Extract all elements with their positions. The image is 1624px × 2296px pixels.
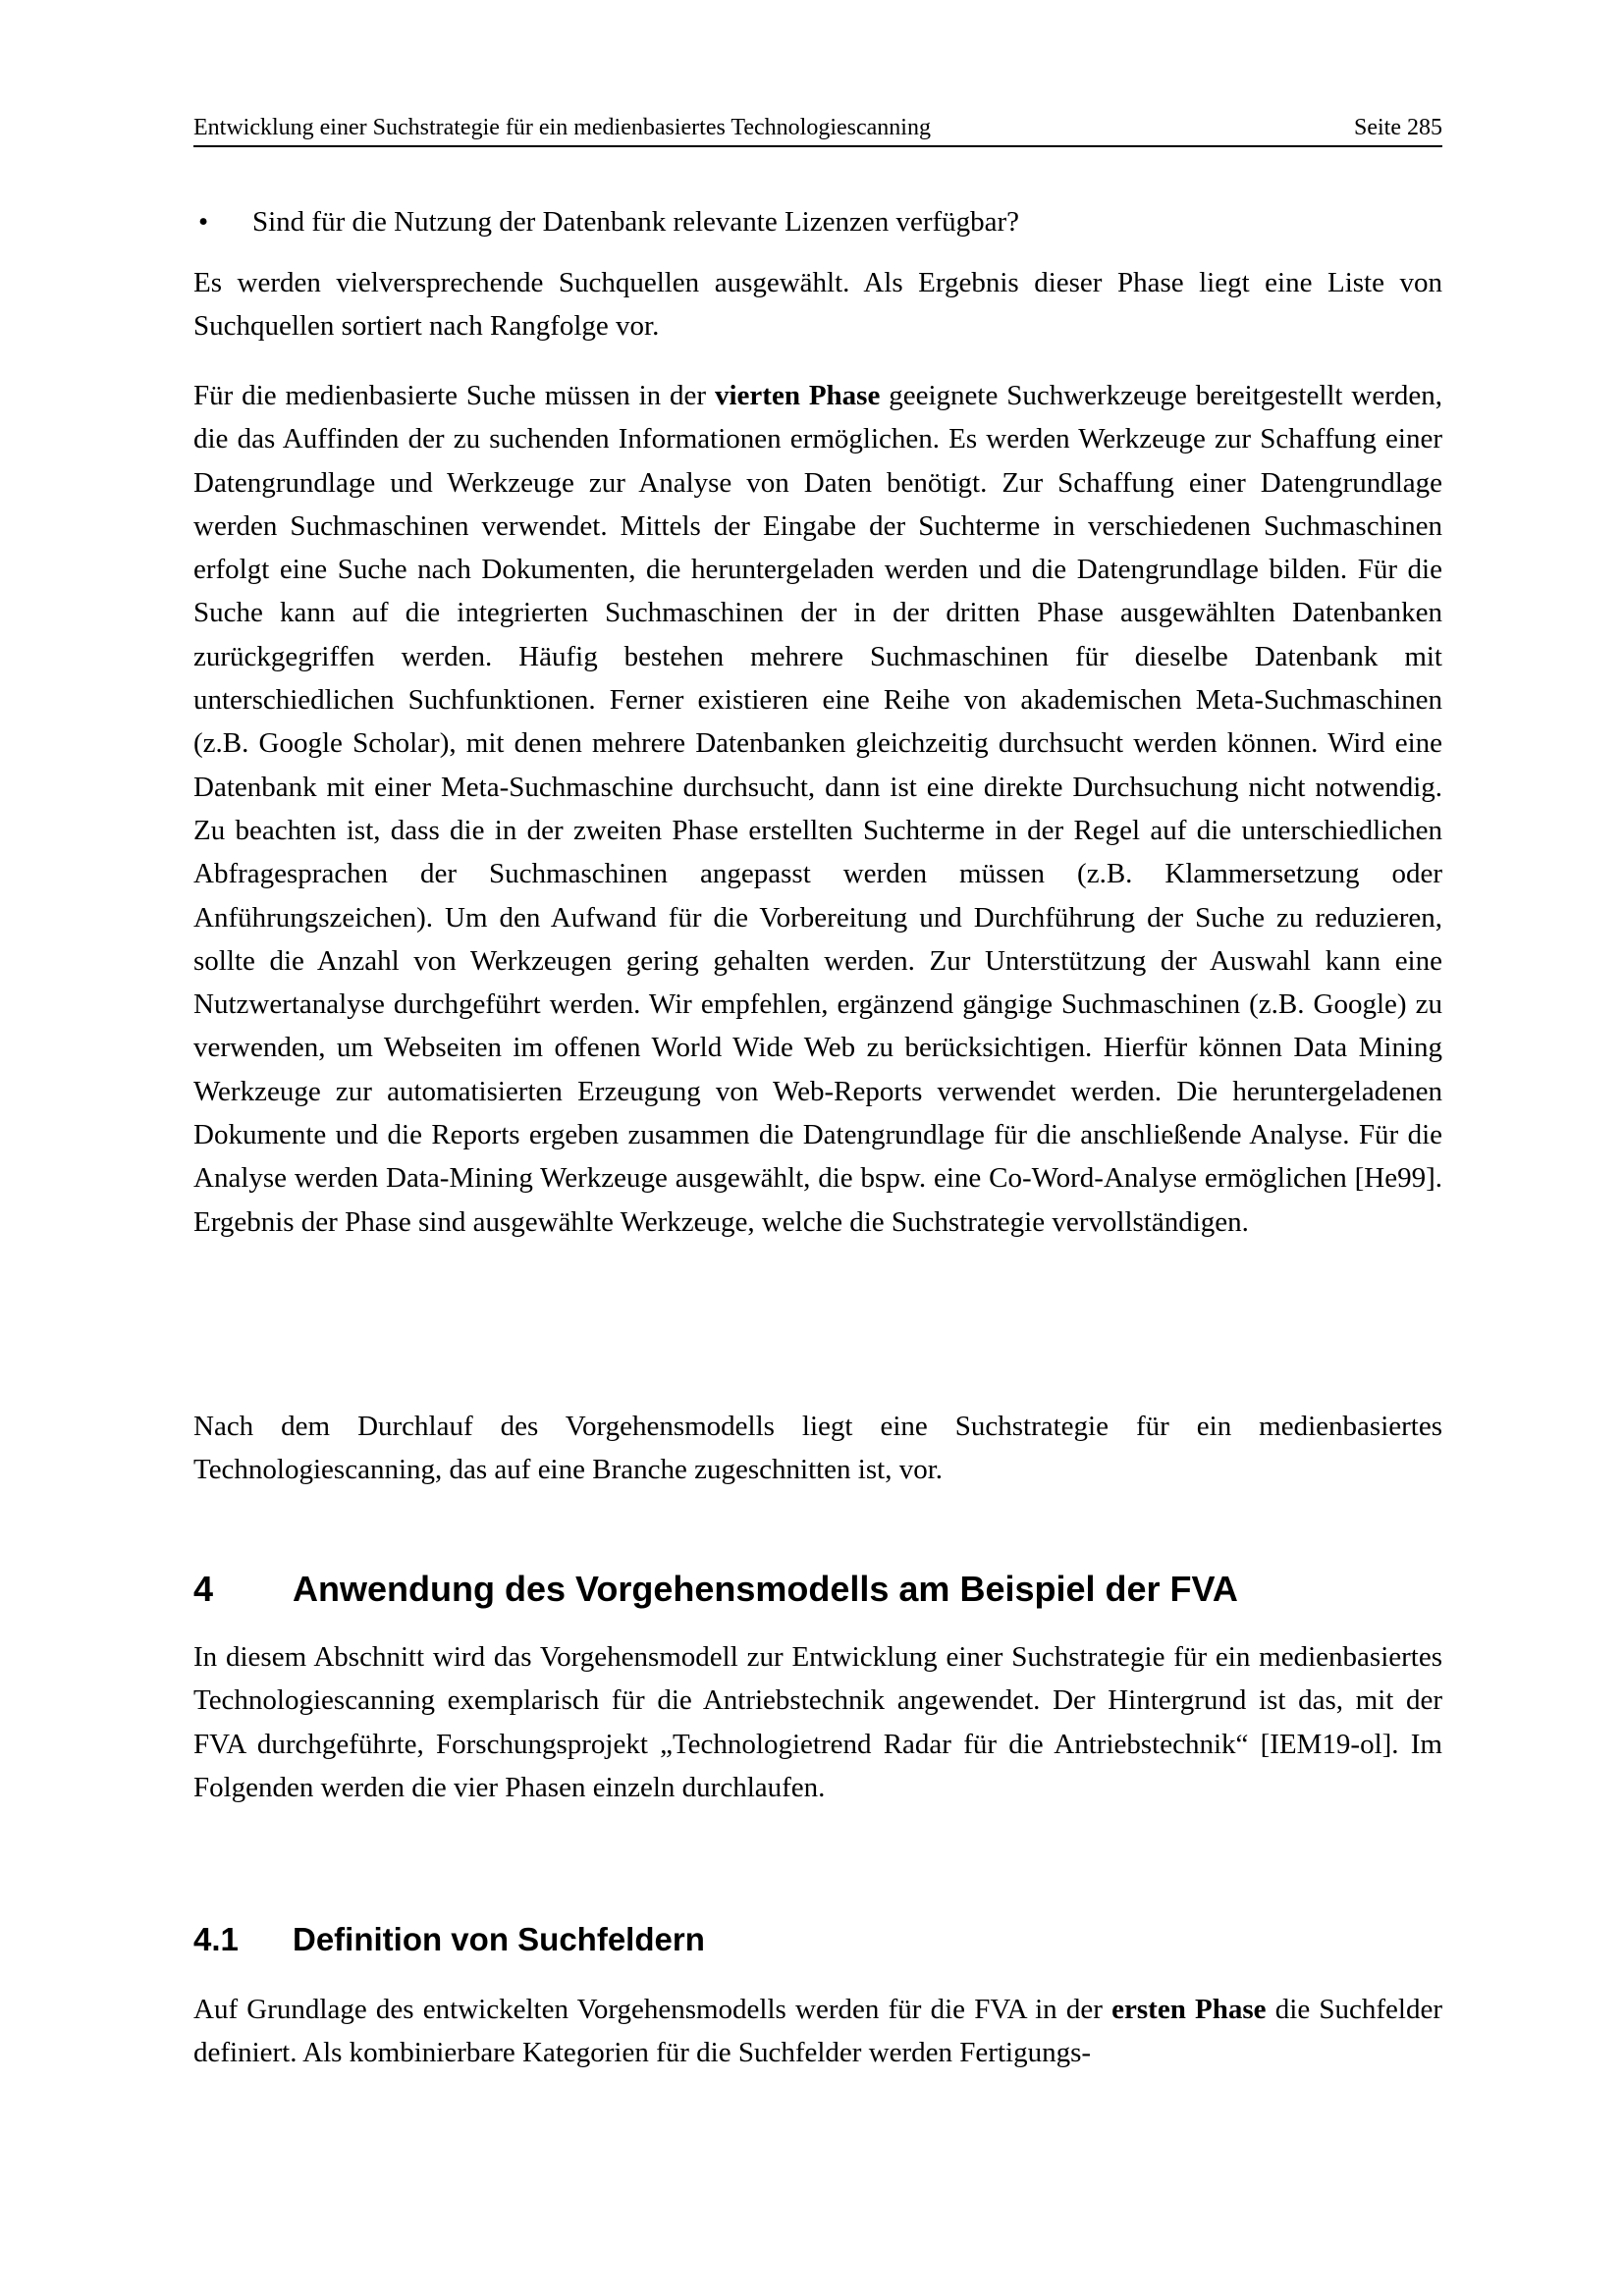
header-title: Entwicklung einer Suchstrategie für ein medienbasiertes Technologiescanning <box>193 115 931 140</box>
paragraph-3: Nach dem Durchlauf des Vorgehensmodells liegt eine Suchstrategie für ein medienbasiertes Technologiescanning, das auf eine Branche zugeschnitten ist, vor. <box>193 1411 1442 1486</box>
page-number: Seite 285 <box>1354 115 1442 140</box>
section-4-1-title: Definition von Suchfeldern <box>293 1921 705 1957</box>
paragraph-2-text-rest: geeignete Suchwerkzeuge bereitgestellt werden, die das Auffinden der zu suchenden Informationen ermöglichen. Es werden Werkzeuge zur Schaffung einer Datengrundlage und Werkzeuge zur Analyse von Daten benötigt. Zur Schaffung einer Datengrundlage werden Suchmaschinen verwendet. Mittels der Eingabe der Suchterme in verschiedenen Suchmaschinen erfolgt eine Suche nach Dokumenten, die heruntergeladen werden und die Datengrundlage bilden. Für die Suche kann auf die integrierten Suchmaschinen der in der dritten Phase ausgewählten Datenbanken zurückgegriffen werden. Häufig bestehen mehrere Suchmaschinen für dieselbe Datenbank mit unterschiedlichen Suchfunktionen. Ferner existieren eine Reihe von akademischen Meta-Suchmaschinen (z.B. Google Scholar), mit denen mehrere Datenbanken gleichzeitig durchsucht werden können. Wird eine Datenbank mit einer Meta-Suchmaschine durchsucht, dann ist eine direkte Durchsuchung nicht notwendig. Zu beachten ist, dass die in der zweiten Phase erstellten Suchterme in der Regel auf die unterschiedlichen Abfragesprachen der Suchmaschinen angepasst werden müssen (z.B. Klammersetzung oder Anführungszeichen). Um den Aufwand für die Vorbereitung und Durchführung der Suche zu reduzieren, sollte die Anzahl von Werkzeugen gering gehalten werden. Zur Unterstützung der Auswahl kann eine Nutzwertanalyse durchgeführt werden. Wir empfehlen, ergänzend gängige Suchmaschinen (z.B. Google) zu verwenden, um Webseiten im offenen World Wide Web zu berücksichtigen. Hierfür können Data Mining Werkzeuge zur automatisierten Erzeugung von Web-Reports verwendet werden. Die heruntergeladenen Dokumente und die Reports ergeben zusammen die Datengrundlage für die anschließende Analyse. Für die Analyse werden Data-Mining Werkzeuge ausgewählt, die bspw. eine Co-Word-Analyse ermöglichen [He99]. Ergebnis der Phase sind ausgewählte Werkzeuge, welche die Suchstrategie vervollständigen. <box>193 380 1442 1238</box>
bullet-symbol: • <box>198 206 209 238</box>
section-4-1-number: 4.1 <box>193 1921 239 1957</box>
paragraph-1: Es werden vielversprechende Suchquellen ausgewählt. Als Ergebnis dieser Phase liegt eine Liste von Suchquellen sortiert nach Rangfolge vor. <box>193 267 1442 343</box>
bullet-text: Sind für die Nutzung der Datenbank relevante Lizenzen verfügbar? <box>252 206 1020 238</box>
section-4-1-paragraph <box>193 1988 1442 2075</box>
bullet-item <box>193 200 1501 243</box>
section-4-paragraph: In diesem Abschnitt wird das Vorgehensmodell zur Entwicklung einer Suchstrategie für ein medienbasiertes Technologiescanning exemplarisch für die Antriebstechnik angewendet. Der Hintergrund ist das, mit der FVA durchgeführte, Forschungsprojekt „Technologietrend Radar für die Antriebstechnik“ [IEM19-ol]. Im Folgenden werden die vier Phasen einzeln durchlaufen. <box>193 1641 1442 1803</box>
running-header <box>193 110 1442 147</box>
paragraph-2-emphasis: vierten Phase <box>714 380 881 411</box>
section-4-1-text-rest: die Suchfelder definiert. Als kombinierbare Kategorien für die Suchfelder werden Fertigungs- <box>193 1994 1443 2069</box>
paragraph-2-text: Für die medienbasierte Suche müssen in der <box>193 380 715 411</box>
section-4-1-emphasis: ersten Phase <box>1111 1994 1267 2025</box>
section-4-heading <box>193 1569 1442 1610</box>
section-4-1-text: Auf Grundlage des entwickelten Vorgehensmodells werden für die FVA in der <box>193 1994 1112 2025</box>
section-4-1-heading <box>193 1921 1442 1958</box>
section-4-number: 4 <box>193 1569 214 1609</box>
paragraph-2 <box>193 374 1442 1244</box>
section-4-title: Anwendung des Vorgehensmodells am Beispiel der FVA <box>293 1569 1238 1609</box>
